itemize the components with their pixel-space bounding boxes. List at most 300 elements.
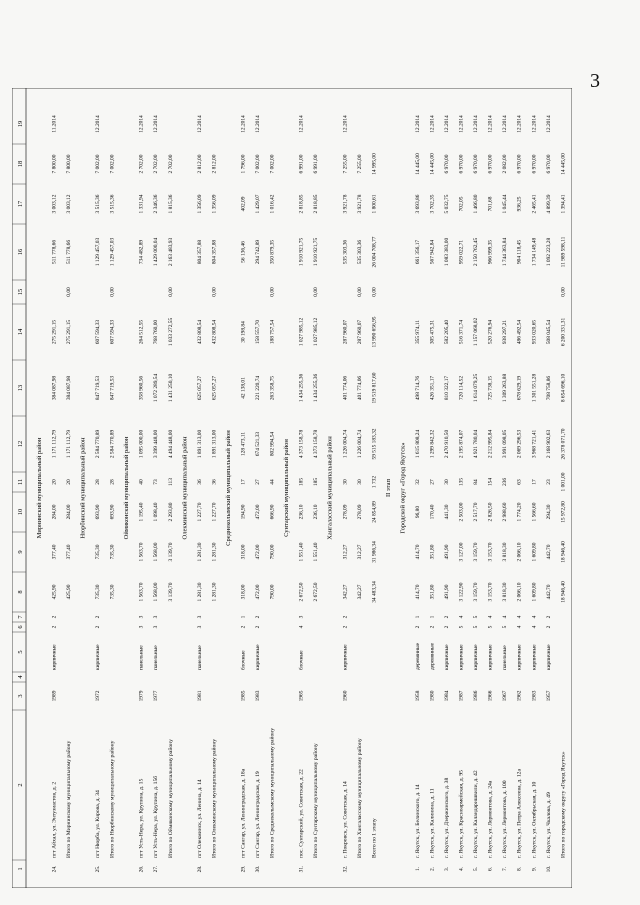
table-cell: 1 301 551,28 <box>531 373 538 403</box>
table-cell: 3 003,12 <box>65 194 72 214</box>
table-cell: 4 <box>516 615 523 619</box>
table-cell: 607 594,33 <box>95 319 102 345</box>
table-cell: 12.2014 <box>531 115 538 133</box>
table-cell: 625 057,27 <box>211 375 218 401</box>
section-title: Оймяконский муниципальный район <box>123 436 131 540</box>
table-cell: 2 818,85 <box>298 194 305 214</box>
table-cell: 3 818,30 <box>502 542 509 562</box>
table-cell: 2 826,50 <box>487 502 494 522</box>
table-cell: 1 227,70 <box>196 502 203 522</box>
table-cell: 4 <box>531 615 538 619</box>
table-cell: 36 <box>196 479 203 485</box>
table-cell: 3 153,70 <box>487 582 494 602</box>
table-cell: 1 614 079,25 <box>473 373 480 403</box>
table-cell: 402,09 <box>240 196 247 212</box>
table-cell: 11 989 598,11 <box>560 236 567 268</box>
table-cell: 14 995,00 <box>371 153 378 175</box>
column-number: 16 <box>17 248 24 256</box>
table-cell: 194,90 <box>240 504 247 520</box>
table-cell: 158 557,70 <box>255 319 262 345</box>
table-cell: 802 994,54 <box>269 431 276 457</box>
table-cell: 30 <box>444 479 451 485</box>
table-cell: 26 378 071,70 <box>560 428 567 460</box>
address-cell: г. Якутск, ул. Дзержинского, д. 38 <box>444 777 451 858</box>
table-cell: 1 891 313,00 <box>211 429 218 459</box>
table-cell: 1 563,70 <box>138 542 145 562</box>
table-cell: 1 045,44 <box>502 194 509 214</box>
table-cell: блочные <box>298 650 305 670</box>
table-cell: 12.2014 <box>545 115 552 133</box>
total-label: Всего по 1 этапу <box>371 818 378 858</box>
table-cell: 1 356,09 <box>196 194 203 214</box>
table-cell: 3 515,36 <box>109 194 116 214</box>
table-cell: 1 434 255,36 <box>313 373 320 403</box>
table-row <box>530 115 537 871</box>
table-cell: кирпичные <box>255 644 262 670</box>
table-cell: 27. <box>153 865 160 873</box>
table-cell: 6 970,00 <box>531 154 538 174</box>
table-cell: 472,00 <box>255 584 262 600</box>
table-cell: 113 <box>167 478 174 486</box>
total-label: Итого по Хангаласскому муниципальному району <box>356 738 363 858</box>
table-cell: 1 129 457,03 <box>95 237 102 267</box>
address-cell: г. Якутск, ул. Красноармейская, д. 95 <box>458 770 465 858</box>
total-label: Итого по городскому округу «Город Якутск» <box>560 751 567 858</box>
table-cell: 1 171 112,79 <box>65 429 72 459</box>
table-cell: 1 566,60 <box>531 502 538 522</box>
table-cell: панельные <box>196 645 203 670</box>
table-cell: 13 990 656,95 <box>371 316 378 348</box>
table-cell: 3 515,36 <box>95 194 102 214</box>
table-cell: 28 <box>95 479 102 485</box>
table-cell: 312,27 <box>342 544 349 560</box>
table-cell: 2 163 483,93 <box>167 237 174 267</box>
table-cell: 34 483,34 <box>371 581 378 603</box>
table-cell: 3 818,30 <box>502 582 509 602</box>
table-cell: 221 220,74 <box>255 375 262 401</box>
table-row <box>415 115 421 871</box>
table-cell: 1 129 457,03 <box>109 237 116 267</box>
column-number: 15 <box>17 288 24 296</box>
table-row <box>298 115 305 872</box>
table-cell: 1 774,20 <box>516 502 523 522</box>
table-cell: 491,90 <box>444 584 451 600</box>
table-cell: 7 002,00 <box>95 154 102 174</box>
table-cell: 63 <box>516 479 523 485</box>
table-cell: 2 812,00 <box>196 154 203 174</box>
table-cell: 236,10 <box>313 504 320 520</box>
table-cell: 12.2014 <box>444 115 451 133</box>
table-cell: 384 087,98 <box>65 375 72 401</box>
table-cell: 284,00 <box>65 504 72 520</box>
column-number: 10 <box>17 508 24 516</box>
section-title: Олекминский муниципальный район <box>181 436 189 540</box>
table-cell: 425,90 <box>51 584 58 600</box>
table-cell: 768 760,00 <box>153 319 160 345</box>
table-cell: 12.2014 <box>196 115 203 133</box>
column-number: 19 <box>17 120 24 128</box>
table-cell: 3 <box>138 625 145 629</box>
table-cell: 7 002,00 <box>269 154 276 174</box>
table-cell: 1983 <box>531 690 538 702</box>
table-cell: 625 057,27 <box>196 375 203 401</box>
table-cell: 735,30 <box>95 584 102 600</box>
section-title: Городской округ «Город Якутск» <box>399 442 407 534</box>
table-cell: 1 095 000,00 <box>138 429 145 459</box>
table-cell: 3 921,78 <box>342 194 349 214</box>
table-cell: 278,09 <box>342 504 349 520</box>
table-cell: 2 <box>342 615 349 619</box>
total-row <box>312 154 319 858</box>
table-cell: 2 <box>240 625 247 629</box>
table-cell: 7 255,00 <box>342 154 349 174</box>
table-cell: 847 719,53 <box>95 375 102 401</box>
table-cell: 401 774,06 <box>356 375 363 401</box>
table-cell: 264 512,55 <box>138 319 145 345</box>
table-cell: деревянные <box>414 643 421 670</box>
table-cell: 7 800,00 <box>51 154 58 174</box>
table-cell: 734 482,89 <box>138 239 145 265</box>
table-cell: 28. <box>196 865 203 873</box>
table-cell: 40 <box>138 479 145 485</box>
table-cell: 305 475,31 <box>429 319 436 345</box>
address-cell: г. Якутск, ул. Лермонтова, д. 100 <box>502 780 509 858</box>
table-row <box>239 115 246 872</box>
table-cell: 535 303,36 <box>356 239 363 265</box>
table-cell: 661 356,17 <box>414 239 421 265</box>
table-cell: 708 758,86 <box>545 375 552 401</box>
address-cell: г. Якутск, ул. Петра Алексеева, д. 12а <box>516 769 523 858</box>
table-row <box>197 115 203 872</box>
table-cell: 31. <box>298 865 305 873</box>
section-title: Сунтарский муниципальный район <box>283 439 291 537</box>
table-cell: 4 494 448,00 <box>167 429 174 459</box>
address-cell: пгт Усть-Нера, ул. Крупина, д. 15б <box>153 775 160 858</box>
table-cell: 1979 <box>138 690 145 702</box>
table-cell: 1 001,00 <box>560 472 567 492</box>
table-cell: 3 159,70 <box>473 582 480 602</box>
address-cell: г. Якутск, ул. Октябрьская, д. 10 <box>531 781 538 858</box>
address-cell: г. Якутск, ул. Лермонтова, д. 24а <box>487 780 494 858</box>
table-cell: 30 <box>342 479 349 485</box>
rotated-table <box>12 88 572 888</box>
table-cell: 7 255,00 <box>356 154 363 174</box>
address-cell: пгт Сангар, ул. Ленинградская, д. 18а <box>240 768 247 858</box>
table-cell: 135 <box>458 477 465 487</box>
table-cell: 520 276,94 <box>487 319 494 345</box>
address-cell: пгт Айхал, ул. Энтузиастов, д. 2 <box>51 781 58 858</box>
table-cell: кирпичные <box>487 644 494 670</box>
table-cell: 1 429,07 <box>255 194 262 214</box>
table-cell: 535 303,36 <box>342 239 349 265</box>
table-cell: 1967 <box>502 690 509 702</box>
table-cell: 1 568,00 <box>153 542 160 562</box>
table-cell: 2 <box>51 625 58 629</box>
address-cell: пгт Усть-Нера, ул. Крупина, д. 15 <box>138 778 145 858</box>
table-cell: 1 796,00 <box>240 154 247 174</box>
section-header-row <box>123 436 130 539</box>
address-cell: пгт Олекминск, ул. Ленина, д. 14 <box>196 779 203 858</box>
table-cell: 2 465,41 <box>531 194 538 214</box>
table-cell: 154 <box>487 477 494 487</box>
table-cell: 3 693,86 <box>414 194 421 214</box>
column-number: 17 <box>17 200 24 208</box>
total-row <box>109 154 116 858</box>
table-cell: 847 719,53 <box>109 375 116 401</box>
table-cell: 6 970,00 <box>473 154 480 174</box>
table-cell: 30. <box>255 865 262 873</box>
table-cell: 8 654 696,10 <box>560 373 567 403</box>
table-cell: 1 226 004,74 <box>342 429 349 459</box>
table-cell: 1 299 842,32 <box>429 429 436 459</box>
page-number: 3 <box>590 70 600 92</box>
table-cell: 4 373 158,78 <box>298 429 305 459</box>
table-cell: 275 291,15 <box>65 319 72 345</box>
table-cell: 491,90 <box>444 544 451 560</box>
table-cell: 735,30 <box>95 544 102 560</box>
table-cell: 1960 <box>342 690 349 702</box>
table-cell: 1 331,94 <box>138 194 145 214</box>
table-cell: 3 <box>153 625 160 629</box>
table-cell: 1984 <box>444 690 451 702</box>
table-row <box>255 115 261 872</box>
table-cell: 959 022,71 <box>458 239 465 265</box>
table-cell: 3 <box>196 615 203 619</box>
table-cell: 2 346,36 <box>153 194 160 214</box>
section-title: Среднеколымский муниципальный район <box>224 430 232 546</box>
table-cell: 810 322,17 <box>444 375 451 401</box>
table-cell: 31 986,34 <box>371 541 378 563</box>
table-cell: 1 281,30 <box>196 582 203 602</box>
table-cell: 236 <box>502 477 509 487</box>
table-cell: 1989 <box>51 690 58 702</box>
table-cell: 442,70 <box>545 544 552 560</box>
table-cell: 2 702,00 <box>138 154 145 174</box>
table-cell: 14 445,00 <box>429 153 436 175</box>
table-cell: 1 092 223,28 <box>545 237 552 267</box>
table-cell: 36 <box>211 479 218 485</box>
table-cell: 1 609,80 <box>531 542 538 562</box>
table-cell: 24 854,89 <box>371 501 378 523</box>
table-cell: 2 503,00 <box>458 502 465 522</box>
table-row <box>94 115 101 872</box>
table-row <box>488 115 494 871</box>
table-cell: 0,00 <box>65 287 72 297</box>
table-cell: 1 551,40 <box>313 542 320 562</box>
table-cell: кирпичные <box>545 644 552 670</box>
table-cell: 1986 <box>473 690 480 702</box>
table-cell: панельные <box>138 645 145 670</box>
table-cell: 1 281,30 <box>196 542 203 562</box>
column-number: 13 <box>17 384 24 392</box>
total-label: Итого по Сунтарскому муниципальному району <box>313 743 320 858</box>
table-cell: 3 <box>138 615 145 619</box>
table-cell: 25. <box>95 865 102 873</box>
table-cell: 2 <box>414 625 421 629</box>
table-cell: 12.2014 <box>516 115 523 133</box>
table-cell: 1 568,00 <box>153 582 160 602</box>
table-cell: кирпичные <box>51 644 58 670</box>
table-cell: 2 <box>255 615 262 619</box>
table-cell: 4 373 158,78 <box>313 429 320 459</box>
table-row <box>430 115 436 871</box>
table-cell: 0,00 <box>167 287 174 297</box>
section-header-row <box>399 442 406 533</box>
table-cell: 1987 <box>458 690 465 702</box>
table-cell: 0,00 <box>560 287 567 297</box>
table-cell: 2. <box>429 866 436 872</box>
address-cell: г. Якутск, ул. Чкалова, д. 49 <box>545 792 552 858</box>
table-cell: 567 942,84 <box>429 239 436 265</box>
table-cell: 8. <box>516 866 523 872</box>
column-number-row <box>17 121 24 871</box>
table-cell: 1 891 313,00 <box>196 429 203 459</box>
table-cell: 4. <box>458 866 465 872</box>
table-cell: 15 972,80 <box>560 501 567 523</box>
table-cell: 1 910 921,75 <box>298 237 305 267</box>
table-cell: 2 584 770,89 <box>95 429 102 459</box>
table-cell: 1 <box>240 615 247 619</box>
table-cell: 59 515 183,32 <box>371 428 378 460</box>
table-cell: 2 672,50 <box>298 582 305 602</box>
table-cell: 2 <box>95 615 102 619</box>
table-cell: 0,00 <box>371 287 378 297</box>
table-cell: 355 974,11 <box>414 319 421 345</box>
table-cell: 6 970,00 <box>458 154 465 174</box>
table-cell: кирпичные <box>458 644 465 670</box>
table-cell: 1. <box>414 866 421 872</box>
column-number: 9 <box>17 550 24 554</box>
table-cell: 32 <box>414 479 421 485</box>
table-cell: 936,25 <box>516 196 523 212</box>
table-cell: 666,90 <box>269 504 276 520</box>
table-cell: 32. <box>342 865 349 873</box>
table-cell: 2 988,60 <box>502 502 509 522</box>
table-cell: 4 899,39 <box>545 194 552 214</box>
table-cell: 1 431 250,10 <box>167 373 174 403</box>
table-cell: 1 226 004,74 <box>356 429 363 459</box>
table-cell: 1981 <box>196 690 203 702</box>
table-cell: 0,00 <box>313 287 320 297</box>
table-cell: 350 879,35 <box>269 239 276 265</box>
address-cell: пгт Нюрба, ул. Кирова, д. 34 <box>95 790 102 858</box>
table-cell: 1 033 272,55 <box>167 317 174 347</box>
table-cell: 511 778,66 <box>65 239 72 265</box>
table-cell: 1 016,42 <box>269 194 276 214</box>
total-row <box>356 154 363 858</box>
table-cell: 278,09 <box>356 504 363 520</box>
table-cell: 790,00 <box>269 544 276 560</box>
table-cell: 1 551,40 <box>298 542 305 562</box>
table-cell: 1 281,30 <box>211 582 218 602</box>
table-cell: 1 394,41 <box>560 194 567 214</box>
table-cell: 12.2014 <box>138 115 145 133</box>
table-cell: 11.2014 <box>51 115 58 133</box>
address-cell: г. Якутск, ул. Белинского, д. 14 <box>414 784 421 858</box>
table-cell: 351,80 <box>429 544 436 560</box>
table-cell: 3 <box>196 625 203 629</box>
table-cell: 3 991 098,05 <box>502 429 509 459</box>
table-cell: 9. <box>531 866 538 872</box>
table-cell: 358 960,56 <box>138 375 145 401</box>
table-cell: 342,27 <box>356 584 363 600</box>
table-cell: 3 <box>298 615 305 619</box>
table-cell: 1957 <box>545 690 552 702</box>
table-cell: 2 470 910,50 <box>444 429 451 459</box>
table-cell: 287 960,07 <box>356 319 363 345</box>
table-cell: 1 615 808,24 <box>414 429 421 459</box>
table-cell: 2 150 762,45 <box>473 237 480 267</box>
table-row <box>458 115 465 871</box>
table-cell: 2 168 902,63 <box>545 429 552 459</box>
table-cell: панельные <box>502 645 509 670</box>
section-header-row <box>80 437 87 538</box>
table-cell: 12.2014 <box>95 115 102 133</box>
table-cell: 1 098,40 <box>153 502 160 522</box>
table-cell: 20 <box>51 479 58 485</box>
column-number: 11 <box>17 478 24 486</box>
total-row <box>167 154 174 858</box>
table-cell: 804 357,88 <box>196 239 203 265</box>
table-cell: 3 003,12 <box>51 194 58 214</box>
table-cell: 185 <box>313 477 320 487</box>
table-cell: кирпичные <box>531 644 538 670</box>
table-cell: 2 195 874,07 <box>458 429 465 459</box>
table-row <box>50 115 57 872</box>
section-header-row <box>385 479 392 497</box>
table-cell: 442,70 <box>545 584 552 600</box>
total-label: Итого по Мирнинскому муниципальному району <box>65 740 72 858</box>
table-cell: 12.2014 <box>255 115 262 133</box>
column-number: 3 <box>17 694 24 698</box>
table-cell: 312,27 <box>356 544 363 560</box>
table-cell: 42 138,01 <box>240 377 247 399</box>
address-cell: г. Якутск, ул. Калинина, д. 11 <box>429 788 436 858</box>
table-cell: 12.2014 <box>473 115 480 133</box>
table-cell: деревянные <box>429 643 436 670</box>
table-cell: 12.2014 <box>153 115 160 133</box>
table-cell: 1 227,70 <box>211 502 218 522</box>
column-number: 1 <box>17 867 24 871</box>
table-cell: 28 <box>109 479 116 485</box>
table-cell: 498 714,76 <box>414 375 421 401</box>
table-cell: 12.2014 <box>414 115 421 133</box>
table-cell: 17 <box>531 479 538 485</box>
table-cell: 27 <box>429 479 436 485</box>
table-cell: 3 127,00 <box>458 542 465 562</box>
table-cell: 185 <box>298 477 305 487</box>
table-cell: 2 702,00 <box>153 154 160 174</box>
table-cell: 27 <box>255 479 262 485</box>
table-cell: 1958 <box>414 690 421 702</box>
table-cell: 1 195,40 <box>138 502 145 522</box>
table-cell: 432 808,54 <box>211 319 218 345</box>
table-cell: 1 281,30 <box>211 542 218 562</box>
table-cell: 3 399 448,00 <box>153 429 160 459</box>
table-cell: 3 122,90 <box>458 582 465 602</box>
table-cell: 1 744 363,84 <box>502 237 509 267</box>
total-row <box>371 153 377 858</box>
table-cell: 2 <box>545 625 552 629</box>
table-cell: 4 <box>487 615 494 619</box>
table-cell: 7 002,00 <box>255 154 262 174</box>
table-cell: 5 <box>487 625 494 629</box>
table-cell: 2 <box>444 625 451 629</box>
table-cell: 5. <box>473 866 480 872</box>
table-cell: 426 351,17 <box>429 375 436 401</box>
address-cell: пгт Сангар, ул. Ленинградская, д. 19 <box>255 771 262 858</box>
table-cell: 582 205,40 <box>444 319 451 345</box>
